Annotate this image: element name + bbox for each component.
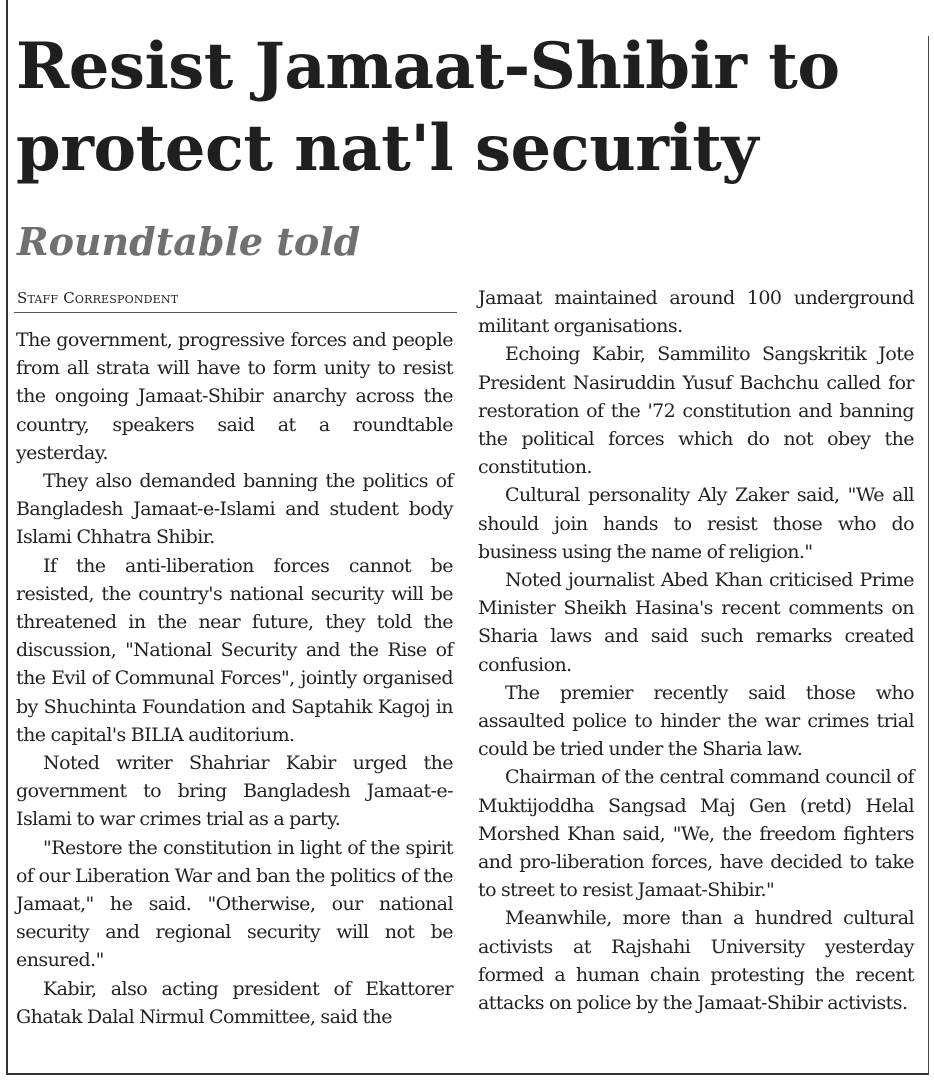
right-border xyxy=(928,36,929,1075)
paragraph: "Restore the constitution in light of the spirit of our Liberation War and ban the politics of the Jamaat," he said. "Otherwise, our national security and regional security will not be ensured." xyxy=(16,836,453,972)
paragraph: Echoing Kabir, Sammilito Sangskritik Jote President Nasiruddin Yusuf Bachchu called for restoration of the '72 constitution and banning the political forces which do not obey the constitution. xyxy=(478,343,914,479)
byline-divider xyxy=(14,312,457,313)
headline xyxy=(16,26,921,190)
article-column-1 xyxy=(16,326,453,1031)
paragraph: If the anti-liberation forces cannot be resisted, the country's national security will be threatened in the near future, they told the discussion, "National Security and the Rise of the Evil of Communal Forces", jointly organised by Shuchinta Foundation and Saptahik Kagoj in the capital's BILIA auditorium. xyxy=(16,554,453,746)
paragraph: Jamaat maintained around 100 underground militant organisations. xyxy=(478,287,914,338)
paragraph: Kabir, also acting president of Ekattorer Ghatak Dalal Nirmul Committee, said the xyxy=(16,977,453,1028)
paragraph: Meanwhile, more than a hundred cultural activists at Rajshahi University yesterday formed a human chain protesting the recent attacks on police by the Jamaat-Shibir activists. xyxy=(478,907,914,1015)
article-column-2 xyxy=(478,284,914,1017)
left-border xyxy=(6,0,8,1075)
paragraph: The government, progressive forces and people from all strata will have to form unity to resist the ongoing Jamaat-Shibir anarchy across the country, speakers said at a roundtable yesterday. xyxy=(16,329,453,464)
paragraph: Noted writer Shahriar Kabir urged the government to bring Bangladesh Jamaat-e-Islami to war crimes trial as a party. xyxy=(16,752,453,831)
byline: Staff Correspondent xyxy=(17,289,179,307)
paragraph: Chairman of the central command council of Muktijoddha Sangsad Maj Gen (retd) Helal Morshed Khan said, "We, the freedom fighters and pro-liberation forces, have decided to take to street to resist Jamaat-Shibir." xyxy=(478,766,914,902)
paragraph: The premier recently said those who assaulted police to hinder the war crimes trial could be tried under the Sharia law. xyxy=(478,681,914,761)
paragraph: They also demanded banning the politics of Bangladesh Jamaat-e-Islami and student body Islami Chhatra Shibir. xyxy=(16,470,453,549)
subheadline: Roundtable told xyxy=(17,219,361,264)
headline-line-1: Resist Jamaat-Shibir to xyxy=(16,29,840,104)
paragraph: Cultural personality Aly Zaker said, "We all should join hands to resist those who do business using the name of religion." xyxy=(478,484,914,563)
bottom-border xyxy=(6,1073,928,1075)
paragraph: Noted journalist Abed Khan criticised Prime Minister Sheikh Hasina's recent comments on Sharia laws and said such remarks created confusion. xyxy=(478,569,914,676)
headline-line-2: protect nat'l security xyxy=(16,111,759,186)
